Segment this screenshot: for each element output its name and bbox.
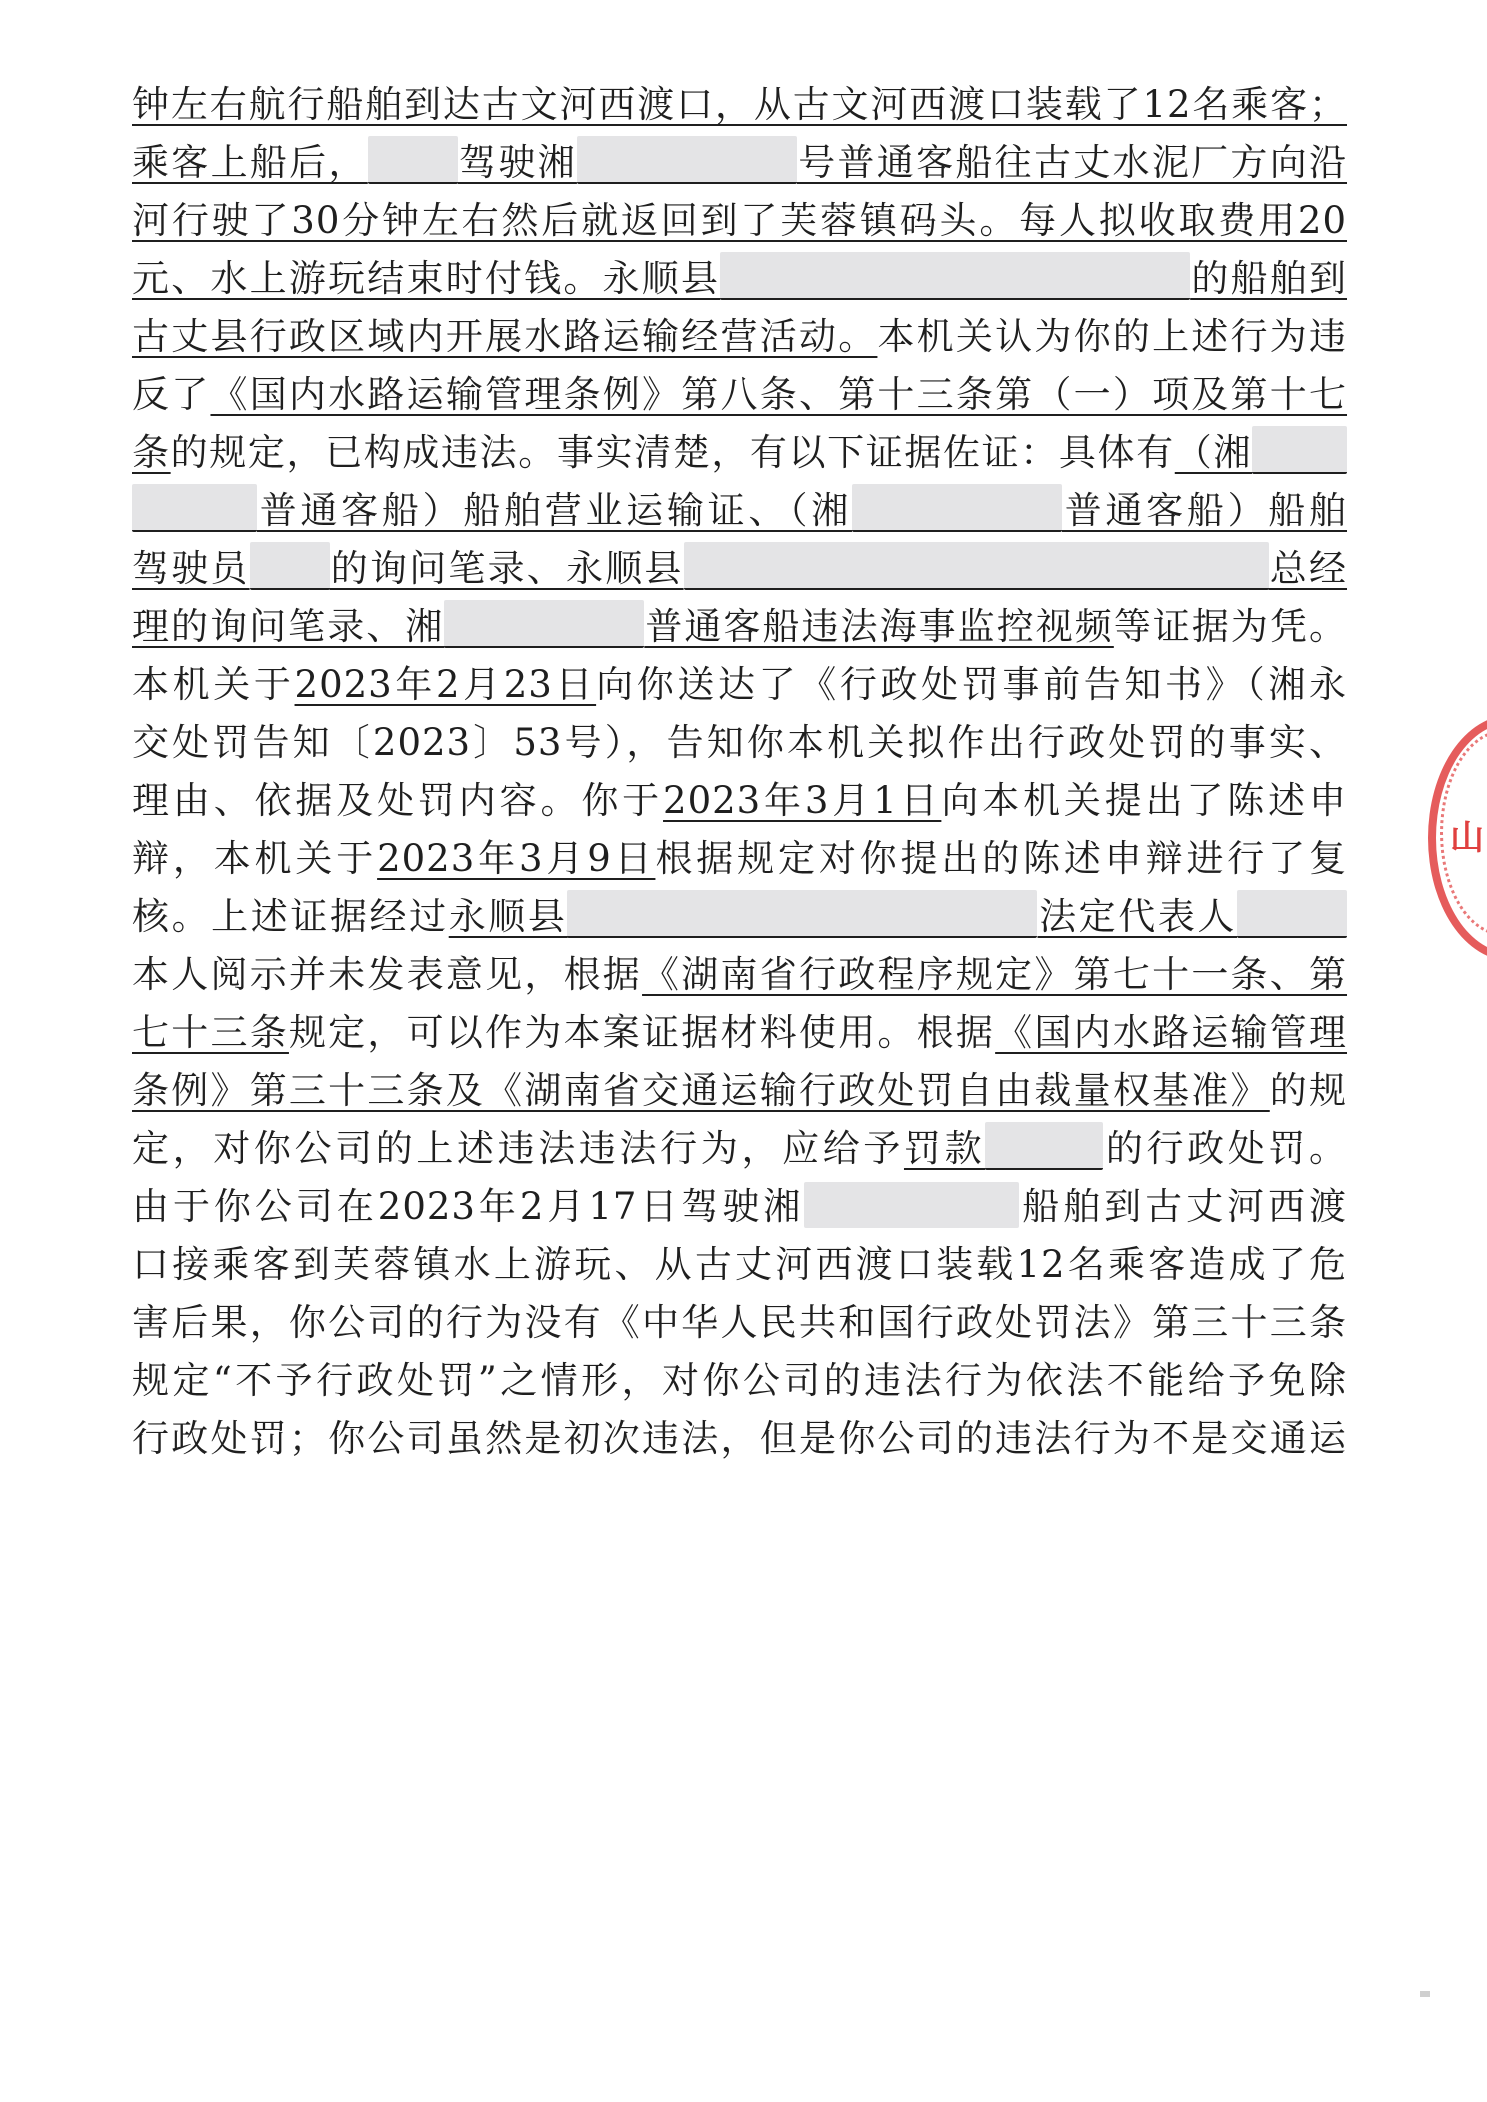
redaction-box — [250, 542, 330, 590]
line-16-seg-2: 《湖南省行政程序规定》第七十一条、第 — [642, 953, 1348, 996]
line-14-seg-2: 根据规定对你提出的陈述申辩进行了复 — [655, 837, 1348, 880]
line-7-seg-3: （湘 — [1174, 431, 1253, 474]
scan-speck — [1420, 1991, 1430, 1997]
line-7-seg-1: 条 — [132, 431, 171, 474]
redaction-box — [132, 484, 257, 532]
redaction-box — [1237, 890, 1347, 938]
line-16-seg-1: 本人阅示并未发表意见，根据 — [132, 953, 643, 996]
line-15-seg-2: 永顺县 — [448, 895, 568, 938]
line-9-seg-3: 总经 — [1268, 547, 1348, 590]
line-17-seg-1: 七十三条 — [132, 1011, 289, 1054]
line-20-seg-2: 船舶到古丈河西渡 — [1019, 1185, 1347, 1228]
redaction-box — [1252, 426, 1347, 474]
redaction-box — [852, 484, 1062, 532]
line-9-seg-2: 的询问笔录、永顺县 — [329, 547, 684, 590]
line-9-seg-1: 驾驶员 — [132, 547, 250, 590]
line-2-seg-2: 驾驶湘 — [457, 141, 577, 184]
line-7-seg-2: 的规定，已构成违法。事实清楚，有以下证据佐证：具体有 — [170, 431, 1175, 474]
line-13-date: 2023年3月1日 — [663, 779, 942, 822]
line-10-seg-2: 普通客船违法海事监控视频 — [644, 605, 1114, 648]
line-18-seg-1: 条例》第三十三条及《湖南省交通运输行政处罚自由裁量权基准》 — [132, 1069, 1270, 1112]
line-10-seg-3: 等证据为凭。 — [1113, 605, 1348, 648]
line-12-text: 交处罚告知〔2023〕53号），告知你本机关拟作出行政处罚的事实、 — [132, 721, 1347, 764]
line-19-seg-2: 罚款 — [903, 1127, 986, 1170]
line-20-seg-1: 由于你公司在2023年2月17日驾驶湘 — [132, 1185, 805, 1228]
line-11-seg-2: 向你送达了《行政处罚事前告知书》（湘永 — [596, 663, 1347, 706]
line-2-seg-1: 乘客上船后， — [132, 141, 368, 184]
line-1-text: 钟左右航行船舶到达古文河西渡口，从古文河西渡口装载了12名乘客； — [132, 83, 1347, 126]
line-23-text: 规定“不予行政处罚”之情形，对你公司的违法行为依法不能给予免除 — [132, 1359, 1347, 1402]
line-6-seg-2: 《国内水路运输管理条例》第八条、第十三条第（一）项及第十七 — [210, 373, 1348, 416]
line-24-text: 行政处罚；你公司虽然是初次违法，但是你公司的违法行为不是交通运 — [132, 1417, 1347, 1460]
line-14-date: 2023年3月9日 — [377, 837, 656, 880]
line-2-seg-3: 号普通客船往古丈水泥厂方向沿 — [796, 141, 1348, 184]
redaction-box — [804, 1182, 1019, 1228]
line-3-text: 河行驶了30分钟左右然后就返回到了芙蓉镇码头。每人拟收取费用20 — [132, 199, 1347, 242]
line-18-seg-2: 的规 — [1269, 1069, 1347, 1112]
redaction-box — [720, 252, 1190, 300]
line-10-seg-1: 理的询问笔录、湘 — [132, 605, 445, 648]
redaction-box — [368, 136, 458, 184]
redaction-box — [567, 890, 1037, 938]
line-15-seg-1: 核。上述证据经过 — [132, 895, 449, 938]
line-6-seg-1: 反了 — [132, 373, 211, 416]
line-17-seg-3: 《国内水路运输管理 — [995, 1011, 1348, 1054]
line-4-seg-2: 的船舶到 — [1190, 257, 1348, 300]
line-13-seg-2: 向本机关提出了陈述申 — [941, 779, 1348, 822]
line-4-seg-1: 元、水上游玩结束时付钱。永顺县 — [132, 257, 721, 300]
redaction-box — [444, 600, 644, 648]
redaction-box — [577, 136, 797, 184]
redaction-box — [985, 1122, 1103, 1170]
line-11-date: 2023年2月23日 — [294, 663, 597, 706]
seal-character: 山 — [1450, 818, 1484, 858]
line-5-seg-1: 古丈县行政区域内开展水路运输经营活动。 — [132, 315, 878, 358]
line-8-seg-1: 普通客船）船舶营业运输证、（湘 — [257, 489, 852, 532]
redaction-box — [684, 542, 1269, 590]
line-14-seg-1: 辩，本机关于 — [132, 837, 378, 880]
line-5-seg-2: 本机关认为你的上述行为违 — [877, 315, 1348, 358]
line-8-seg-2: 普通客船）船舶 — [1061, 489, 1348, 532]
line-17-seg-2: 规定，可以作为本案证据材料使用。根据 — [288, 1011, 996, 1054]
text-line-24 — [132, 1403, 1347, 1475]
line-15-seg-3: 法定代表人 — [1037, 895, 1238, 938]
line-21-text: 口接乘客到芙蓉镇水上游玩、从古丈河西渡口装载12名乘客造成了危 — [132, 1243, 1347, 1286]
line-19-seg-1: 定，对你公司的上述违法违法行为，应给予 — [132, 1127, 904, 1170]
line-22-text: 害后果，你公司的行为没有《中华人民共和国行政处罚法》第三十三条 — [132, 1301, 1347, 1344]
line-13-seg-1: 理由、依据及处罚内容。你于 — [132, 779, 664, 822]
line-19-seg-3: 的行政处罚。 — [1103, 1127, 1348, 1170]
line-11-seg-1: 本机关于 — [132, 663, 295, 706]
